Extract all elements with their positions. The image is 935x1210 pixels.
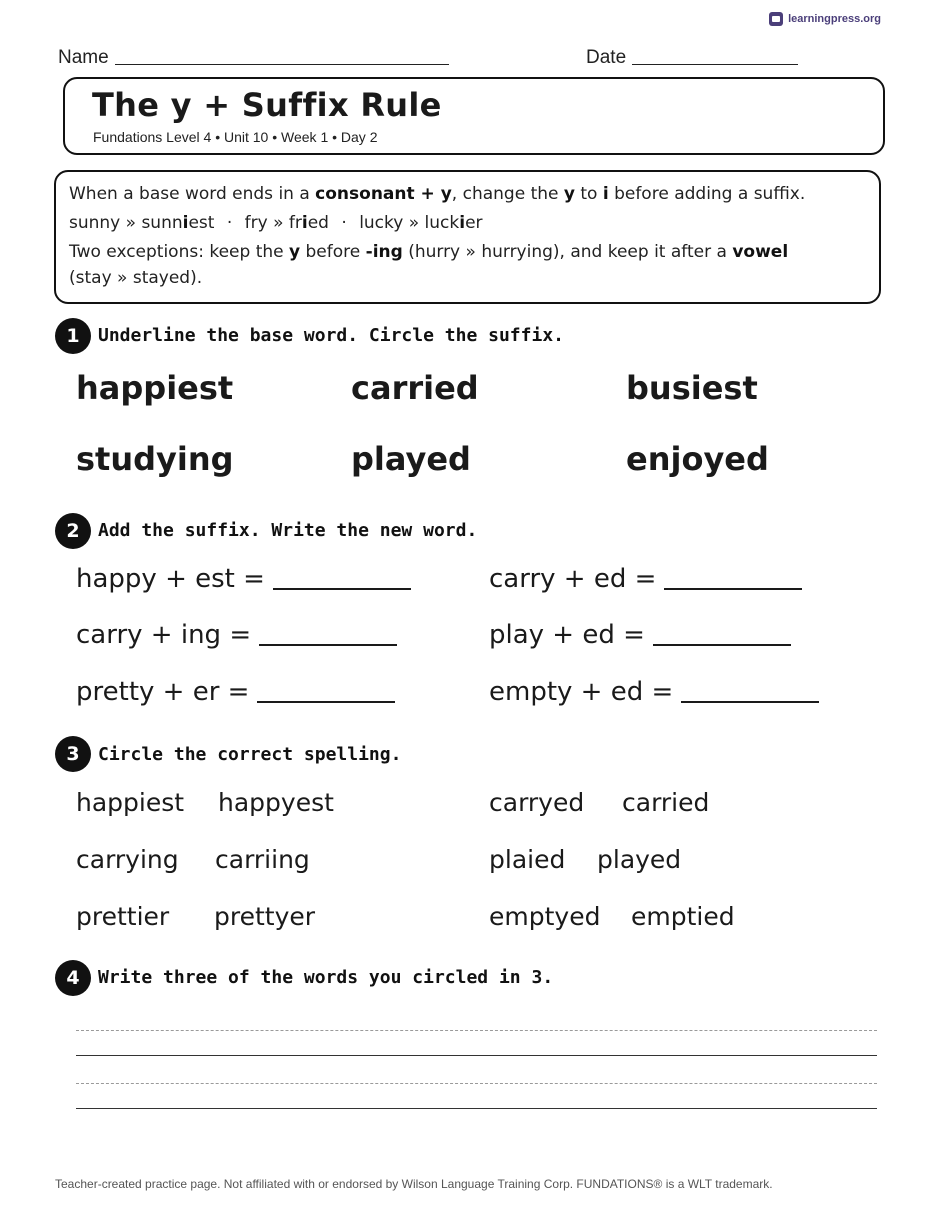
problem-text: play + ed = [489,620,645,650]
suffix-problem [76,620,397,650]
word-item[interactable]: enjoyed [626,440,769,478]
suffix-problem [489,620,791,650]
spelling-choice[interactable]: happiest [76,788,185,817]
section-4-number: 4 [55,960,91,996]
name-label: Name [58,47,109,68]
example-text: lucky » luck [359,213,460,233]
rule-keyword: -ing [365,242,403,262]
suffix-problem [76,677,395,707]
section-1-title: Underline the base word. Circle the suffix. [98,325,564,346]
rule-keyword: y [289,242,301,262]
example-highlight: i [459,213,466,233]
spelling-choice[interactable]: emptyed [489,902,601,931]
brand-logo[interactable] [769,12,881,26]
rule-keyword: y [563,184,575,204]
date-field [586,46,798,69]
word-item[interactable]: busiest [626,369,758,407]
writing-line[interactable] [76,1108,877,1109]
answer-blank[interactable] [664,564,802,590]
footer-disclaimer: Teacher-created practice page. Not affiliated with or endorsed by Wilson Language Training Corp. FUNDATIONS® is a WLT trademark. [55,1177,773,1191]
spelling-choice[interactable]: prettier [76,902,170,931]
date-line[interactable] [632,46,798,65]
writing-line[interactable] [76,1055,877,1056]
page-subtitle: Fundations Level 4 • Unit 10 • Week 1 • Day 2 [93,129,378,145]
brand-text: learningpress.org [788,13,881,25]
rule-keyword: i [602,184,609,204]
rule-text: Two exceptions: keep the [69,242,290,262]
rule-text: before adding a suffix. [608,184,806,204]
example-highlight: i [182,213,189,233]
problem-text: empty + ed = [489,677,674,707]
example-text: est [188,213,215,233]
suffix-problem [489,677,819,707]
section-2-title: Add the suffix. Write the new word. [98,520,478,541]
word-item[interactable]: carried [351,369,479,407]
rule-keyword: consonant + y [315,184,452,204]
spelling-choice[interactable]: carrying [76,845,179,874]
problem-text: pretty + er = [76,677,250,707]
word-item[interactable]: happiest [76,369,234,407]
section-3-title: Circle the correct spelling. [98,744,402,765]
section-4-title: Write three of the words you circled in 3. [98,967,554,988]
spelling-choice[interactable]: happyest [218,788,334,817]
example-text: ed [307,213,329,233]
spelling-choice[interactable]: emptied [631,902,735,931]
rule-line-1 [69,184,805,204]
suffix-problem [489,564,802,594]
example-text: fry » fr [244,213,302,233]
name-field [58,46,449,69]
answer-blank[interactable] [257,677,395,703]
rule-keyword: vowel [732,242,789,262]
word-item[interactable]: played [351,440,471,478]
spelling-choice[interactable]: plaied [489,845,566,874]
page-title: The y + Suffix Rule [92,86,442,124]
answer-blank[interactable] [273,564,411,590]
rule-examples [69,213,483,233]
spelling-choice[interactable]: prettyer [214,902,316,931]
date-label: Date [586,47,627,68]
example-text: er [465,213,483,233]
rule-text: , change the [451,184,564,204]
answer-blank[interactable] [653,620,791,646]
problem-text: carry + ing = [76,620,252,650]
spelling-choice[interactable]: carried [622,788,710,817]
rule-line-4: (stay » stayed). [69,268,203,288]
name-line[interactable] [115,46,449,65]
example-separator: · [341,213,347,233]
answer-blank[interactable] [681,677,819,703]
example-lucky [359,213,482,233]
answer-blank[interactable] [259,620,397,646]
word-item[interactable]: studying [76,440,234,478]
example-text: sunny » sunn [69,213,183,233]
example-sunny [69,213,214,233]
rule-text: When a base word ends in a [69,184,316,204]
section-1-number: 1 [55,318,91,354]
problem-text: happy + est = [76,564,265,594]
section-2-number: 2 [55,513,91,549]
spelling-choice[interactable]: carriing [215,845,310,874]
book-icon [769,12,783,26]
example-separator: · [226,213,233,233]
spelling-choice[interactable]: played [597,845,682,874]
writing-guide-line [76,1083,877,1084]
section-3-number: 3 [55,736,91,772]
spelling-choice[interactable]: carryed [489,788,585,817]
rule-line-3 [69,242,788,262]
example-fry [245,213,329,233]
rule-text: before [300,242,366,262]
rule-text: (hurry » hurrying), and keep it after a [402,242,733,262]
writing-guide-line [76,1030,877,1031]
example-highlight: i [301,213,308,233]
suffix-problem [76,564,411,594]
problem-text: carry + ed = [489,564,657,594]
rule-text: to [574,184,603,204]
